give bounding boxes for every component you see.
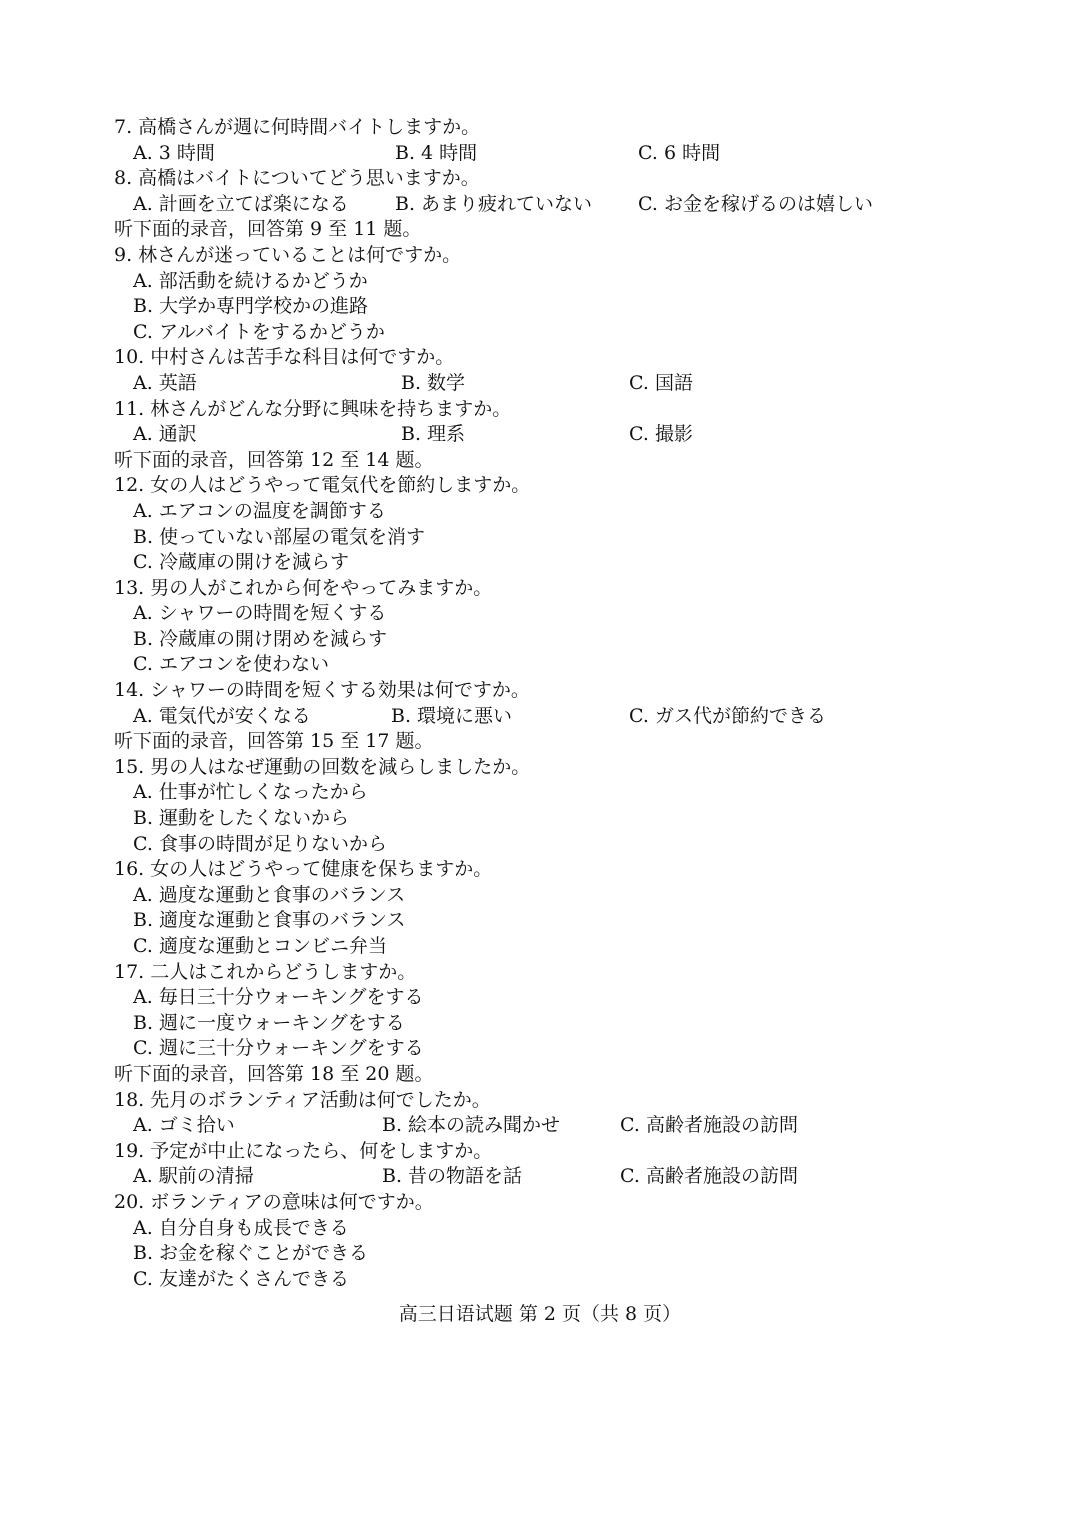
option-b: B. 環境に悪い <box>391 704 513 727</box>
question-stem: 14. シャワーの時間を短くする効果は何ですか。 <box>114 679 530 702</box>
option-row <box>114 704 1014 730</box>
option-c: C. 高齢者施設の訪問 <box>620 1165 798 1188</box>
question-stem: 20. ボランティアの意味は何ですか。 <box>114 1190 434 1213</box>
question-stem: 16. 女の人はどうやって健康を保ちますか。 <box>114 858 493 881</box>
option-row <box>114 141 1014 167</box>
option-line: B. 大学か専門学校かの進路 <box>133 295 369 318</box>
option-b: B. 数学 <box>401 371 466 394</box>
question-stem: 15. 男の人はなぜ運動の回数を減らしましたか。 <box>114 755 531 778</box>
question-stem: 9. 林さんが迷っていることは何ですか。 <box>114 243 462 266</box>
question-stem: 17. 二人はこれからどうしますか。 <box>114 960 417 983</box>
option-line: A. 部活動を続けるかどうか <box>133 269 368 292</box>
option-c: C. 撮影 <box>629 423 693 446</box>
option-line: C. 友達がたくさんできる <box>133 1267 349 1290</box>
option-line: B. お金を稼ぐことができる <box>133 1242 369 1265</box>
option-a: A. 3 時間 <box>133 141 215 164</box>
option-line: A. 自分自身も成長できる <box>133 1216 349 1239</box>
option-b: B. 4 時間 <box>395 141 478 164</box>
option-line: C. 週に三十分ウォーキングをする <box>133 1037 424 1060</box>
option-line: A. 過度な運動と食事のバランス <box>133 883 406 906</box>
section-instruction: 听下面的录音，回答第 9 至 11 题。 <box>114 218 422 241</box>
option-line: A. エアコンの温度を調節する <box>133 499 386 522</box>
option-row <box>114 1113 1014 1139</box>
option-line: C. エアコンを使わない <box>133 653 329 676</box>
option-row <box>114 422 1014 448</box>
option-row <box>114 192 1014 218</box>
option-a: A. 電気代が安くなる <box>133 704 311 727</box>
option-line: C. 冷蔵庫の開けを減らす <box>133 551 349 574</box>
question-stem: 8. 高橋はバイトについてどう思いますか。 <box>114 167 480 190</box>
option-b: B. あまり疲れていない <box>395 192 593 215</box>
option-row <box>114 371 1014 397</box>
question-stem: 12. 女の人はどうやって電気代を節約しますか。 <box>114 474 531 497</box>
option-line: A. 毎日三十分ウォーキングをする <box>133 986 424 1009</box>
option-c: C. 高齢者施設の訪問 <box>620 1114 798 1137</box>
page-footer: 高三日语试题 第 2 页（共 8 页） <box>398 1303 682 1325</box>
option-a: A. 英語 <box>133 371 197 394</box>
question-stem: 19. 予定が中止になったら、何をしますか。 <box>114 1139 493 1162</box>
option-line: A. 仕事が忙しくなったから <box>133 781 368 804</box>
question-stem: 11. 林さんがどんな分野に興味を持ちますか。 <box>114 397 512 420</box>
question-stem: 18. 先月のボランティア活動は何でしたか。 <box>114 1088 491 1111</box>
option-line: B. 冷蔵庫の開け閉めを減らす <box>133 627 388 650</box>
exam-page-content <box>114 115 1014 1292</box>
section-instruction: 听下面的录音，回答第 12 至 14 题。 <box>114 448 434 471</box>
option-c: C. 国語 <box>629 371 693 394</box>
option-line: B. 週に一度ウォーキングをする <box>133 1011 405 1034</box>
option-line: B. 使っていない部屋の電気を消す <box>133 525 426 548</box>
option-line: C. 適度な運動とコンビニ弁当 <box>133 935 387 957</box>
option-a: A. 駅前の清掃 <box>133 1165 254 1188</box>
option-line: B. 適度な運動と食事のバランス <box>133 909 406 932</box>
option-a: A. 通訳 <box>133 423 197 446</box>
option-line: A. シャワーの時間を短くする <box>133 602 387 625</box>
option-b: B. 絵本の読み聞かせ <box>382 1114 561 1137</box>
section-instruction: 听下面的录音，回答第 18 至 20 题。 <box>114 1062 434 1085</box>
option-c: C. 6 時間 <box>638 141 721 164</box>
option-a: A. 計画を立てば楽になる <box>133 192 349 215</box>
option-c: C. お金を稼げるのは嬉しい <box>638 192 873 215</box>
option-a: A. ゴミ拾い <box>133 1114 235 1137</box>
option-row <box>114 1164 1014 1190</box>
option-line: C. 食事の時間が足りないから <box>133 832 387 855</box>
option-line: C. アルバイトをするかどうか <box>133 320 385 343</box>
option-b: B. 理系 <box>401 423 466 446</box>
option-b: B. 昔の物語を話 <box>382 1165 523 1188</box>
question-stem: 10. 中村さんは苦手な科目は何ですか。 <box>114 346 455 369</box>
question-stem: 7. 高橋さんが週に何時間バイトしますか。 <box>114 116 481 138</box>
question-stem: 13. 男の人がこれから何をやってみますか。 <box>114 576 493 599</box>
option-c: C. ガス代が節約できる <box>629 704 826 727</box>
section-instruction: 听下面的录音，回答第 15 至 17 题。 <box>114 730 434 753</box>
option-line: B. 運動をしたくないから <box>133 807 350 830</box>
